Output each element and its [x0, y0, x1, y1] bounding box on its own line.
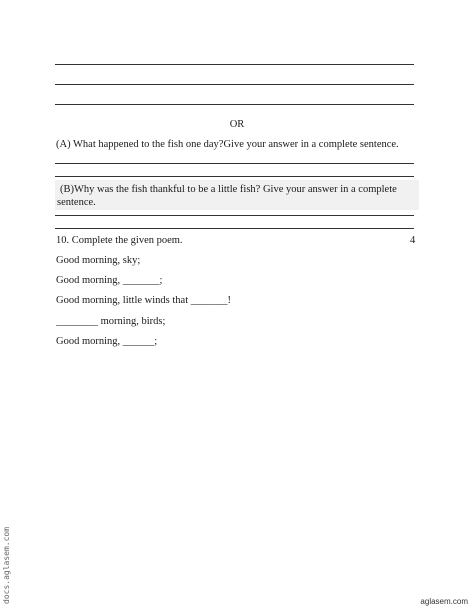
poem-line: Good morning, _______; — [56, 275, 163, 286]
answer-line — [55, 84, 414, 85]
answer-line — [55, 176, 414, 177]
question-b: (B)Why was the fish thankful to be a little fish? Give your answer in a complete — [60, 184, 397, 195]
brand-watermark: aglasem.com — [420, 597, 468, 606]
answer-line — [55, 215, 414, 216]
question-10: 10. Complete the given poem. — [56, 235, 183, 246]
poem-line: Good morning, ______; — [56, 336, 158, 347]
question-b-continuation: sentence. — [57, 197, 96, 208]
question-a: (A) What happened to the fish one day?Give your answer in a complete sentence. — [56, 139, 399, 150]
poem-line: ________ morning, birds; — [56, 316, 166, 327]
or-separator: OR — [229, 119, 245, 130]
answer-line — [55, 104, 414, 105]
side-watermark: docs.aglasem.com — [2, 526, 11, 604]
answer-line — [55, 163, 414, 164]
poem-line: Good morning, sky; — [56, 255, 141, 266]
answer-line — [55, 64, 414, 65]
answer-line — [55, 228, 414, 229]
poem-line: Good morning, little winds that _______! — [56, 295, 231, 306]
question-10-marks: 4 — [410, 235, 416, 246]
